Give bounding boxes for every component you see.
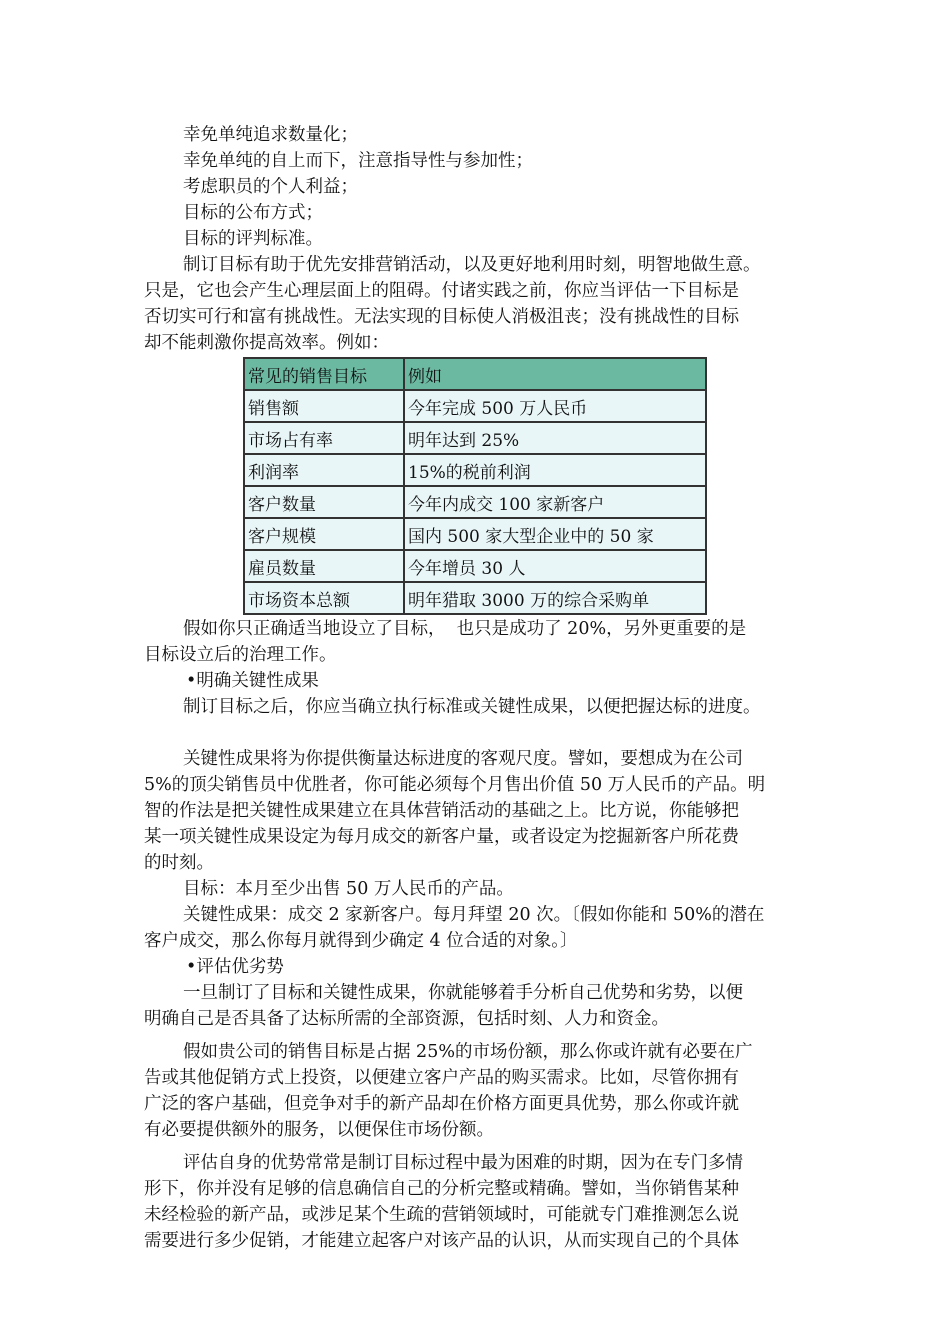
text-line: 却不能刺激你提高效率。例如：	[144, 333, 389, 353]
table-row	[244, 582, 706, 614]
section-heading-strengths: •评估优劣势	[186, 957, 284, 977]
intro-line: 幸免单纯的自上而下，注意指导性与参加性；	[183, 151, 533, 171]
table-cell-goal: 客户规模	[244, 518, 404, 550]
table-cell-example: 国内 500 家大型企业中的 50 家	[404, 518, 706, 550]
intro-line: 考虑职员的个人利益；	[183, 177, 358, 197]
table-cell-goal: 雇员数量	[244, 550, 404, 582]
text-line: 明确自己是否具备了达标所需的全部资源，包括时刻、人力和资金。	[144, 1009, 669, 1029]
paragraph-strengths-1	[144, 980, 824, 1032]
table-cell-example: 明年猎取 3000 万的综合采购单	[404, 582, 706, 614]
text-line: 需要进行多少促销，才能建立起客户对该产品的认识，从而实现自己的个具体	[144, 1231, 739, 1251]
table-cell-example: 明年达到 25%	[404, 422, 706, 454]
text-line: 一旦制订了目标和关键性成果，你就能够着手分析自己优势和劣势，以便	[183, 983, 743, 1003]
goal-line: 目标：本月至少出售 50 万人民币的产品。	[183, 879, 514, 899]
text-line: 未经检验的新产品，或涉足某个生疏的营销领域时，可能就专门难推测怎么说	[144, 1205, 739, 1225]
paragraph-key-detail	[144, 746, 824, 876]
table-header-cell: 例如	[404, 358, 706, 390]
text-line: 关键性成果将为你提供衡量达标进度的客观尺度。譬如，要想成为在公司	[183, 749, 743, 769]
text-line: 5%的顶尖销售员中优胜者，你可能必须每个月售出价值 50 万人民币的产品。明	[144, 775, 766, 795]
table-header-row	[244, 358, 706, 390]
table-row	[244, 422, 706, 454]
sales-goals-table	[243, 357, 707, 615]
paragraph-success	[144, 616, 824, 668]
table-cell-example: 今年完成 500 万人民币	[404, 390, 706, 422]
intro-line: 目标的公布方式；	[183, 203, 323, 223]
text-line: 形下，你并没有足够的信息确信自己的分析完整或精确。譬如，当你销售某种	[144, 1179, 739, 1199]
text-line: 客户成交，那么你每月就得到少确定 4 位合适的对象。〕	[144, 931, 578, 951]
table-cell-goal: 客户数量	[244, 486, 404, 518]
table-row	[244, 486, 706, 518]
section-heading-key-results: •明确关键性成果	[186, 671, 319, 691]
paragraph-key-result	[144, 902, 824, 954]
table-cell-example: 15%的税前利润	[404, 454, 706, 486]
text-line: 假如你只正确适当地设立了目标， 也只是成功了 20%，另外更重要的是	[183, 619, 747, 639]
text-line: 否切实可行和富有挑战性。无法实现的目标使人消极沮丧；没有挑战性的目标	[144, 307, 739, 327]
table-row	[244, 518, 706, 550]
table-row	[244, 454, 706, 486]
paragraph-targets	[144, 252, 824, 356]
table-row	[244, 550, 706, 582]
text-line: 的时刻。	[144, 853, 214, 873]
paragraph-strengths-2	[144, 1039, 824, 1143]
text-line: 关键性成果：成交 2 家新客户。每月拜望 20 次。〔假如你能和 50%的潜在	[183, 905, 765, 925]
paragraph-strengths-3	[144, 1150, 824, 1254]
table-cell-example: 今年增员 30 人	[404, 550, 706, 582]
intro-line: 幸免单纯追求数量化；	[183, 125, 358, 145]
text-line: 目标设立后的治理工作。	[144, 645, 337, 665]
intro-line: 目标的评判标准。	[183, 229, 323, 249]
table-cell-goal: 销售额	[244, 390, 404, 422]
text-line: 某一项关键性成果设定为每月成交的新客户量，或者设定为挖掘新客户所花费	[144, 827, 739, 847]
document-page	[144, 122, 824, 1254]
table-row	[244, 390, 706, 422]
table-cell-goal: 市场资本总额	[244, 582, 404, 614]
text-line: 智的作法是把关键性成果建立在具体营销活动的基础之上。比方说，你能够把	[144, 801, 739, 821]
text-line: 假如贵公司的销售目标是占据 25%的市场份额，那么你或许就有必要在广	[183, 1042, 753, 1062]
table-header-cell: 常见的销售目标	[244, 358, 404, 390]
text-line: 有必要提供额外的服务，以便保住市场份额。	[144, 1120, 494, 1140]
blank-line	[144, 720, 824, 746]
table-cell-example: 今年内成交 100 家新客户	[404, 486, 706, 518]
text-line: 广泛的客户基础，但竞争对手的新产品却在价格方面更具优势，那么你或许就	[144, 1094, 739, 1114]
text-line: 告或其他促销方式上投资，以便建立客户产品的购买需求。比如，尽管你拥有	[144, 1068, 739, 1088]
table-cell-goal: 利润率	[244, 454, 404, 486]
text-line: 制订目标有助于优先安排营销活动，以及更好地利用时刻，明智地做生意。	[183, 255, 761, 275]
text-line: 评估自身的优势常常是制订目标过程中最为困难的时期，因为在专门多情	[183, 1153, 743, 1173]
text-line: 只是，它也会产生心理层面上的阻碍。付诸实践之前，你应当评估一下目标是	[144, 281, 739, 301]
text-line: 制订目标之后，你应当确立执行标准或关键性成果，以便把握达标的进度。	[183, 697, 761, 717]
table-cell-goal: 市场占有率	[244, 422, 404, 454]
intro-list	[144, 122, 824, 252]
